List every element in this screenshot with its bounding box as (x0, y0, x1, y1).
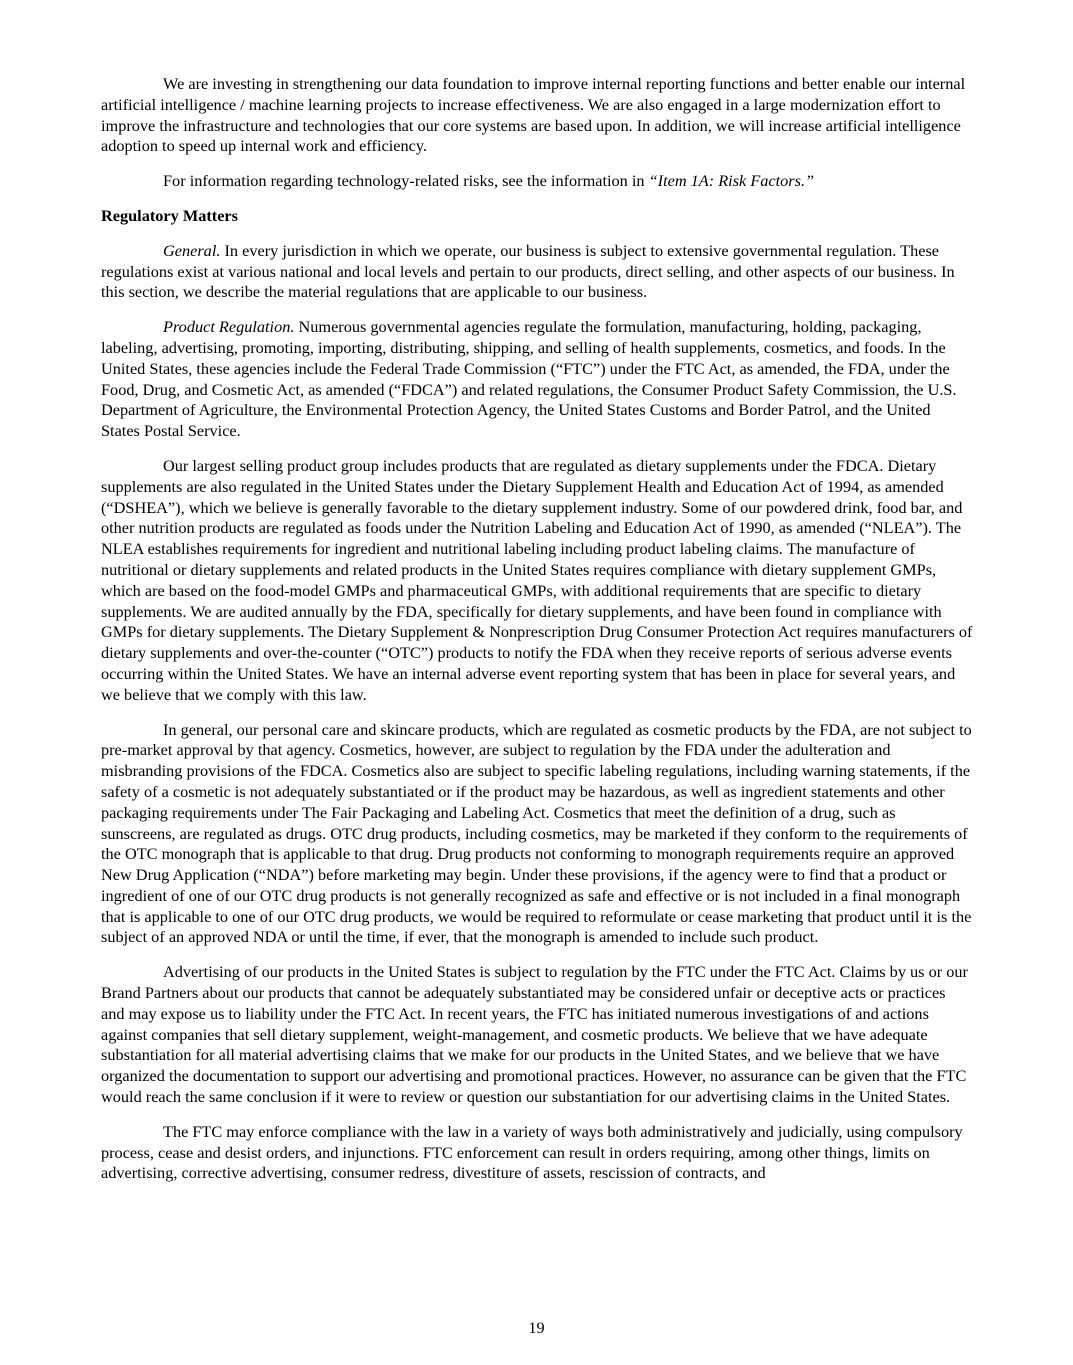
paragraph-lead-in: General. (163, 240, 221, 260)
paragraph-text: Numerous governmental agencies regulate the formulation, manufacturing, holding, packaging, labeling, advertising, promoting, importing, distributing, shipping, and selling of health supplements, cosmetics, and foods. In the United States, these agencies include the Federal Trade Commission (“FTC”) under the FTC Act, as amended, the FDA, under the Food, Drug, and Cosmetic Act, as amended (“FDCA”) and related regulations, the Consumer Product Safety Commission, the U.S. Department of Agriculture, the Environmental Protection Agency, the United States Customs and Border Patrol, and the United States Postal Service. (101, 317, 957, 441)
italic-reference-text: “Item 1A: Risk Factors.” (648, 171, 815, 191)
paragraph-text: Our largest selling product group includes products that are regulated as dietary supplements under the FDCA. Dietary supplements are also regulated in the United States under the Dietary Supplement Health and Education Act of 1994, as amended (“DSHEA”), which we believe is generally favorable to the dietary supplement industry. Some of our powdered drink, food bar, and other nutrition products are regulated as foods under the Nutrition Labeling and Education Act of 1990, as amended (“NLEA”). The NLEA establishes requirements for ingredient and nutritional labeling including product labeling claims. The manufacture of nutritional or dietary supplements and related products in the United States requires compliance with dietary supplement GMPs, which are based on the food-model GMPs and pharmaceutical GMPs, with additional requirements that are specific to dietary supplements. We are audited annually by the FDA, specifically for dietary supplements, and have been found in compliance with GMPs for dietary supplements. The Dietary Supplement & Nonprescription Drug Consumer Protection Act requires manufacturers of dietary supplements and over-the-counter (“OTC”) products to notify the FDA when they receive reports of serious adverse events occurring within the United States. We have an internal adverse event reporting system that has been in place for several years, and we believe that we comply with this law. (101, 455, 973, 704)
paragraph-text: For information regarding technology-related risks, see the information in (163, 171, 649, 191)
paragraph-product-regulation (101, 317, 973, 442)
paragraph-technology-investment (101, 74, 973, 157)
paragraph-text: In every jurisdiction in which we operate, our business is subject to extensive governmental regulation. These regulations exist at various national and local levels and pertain to our products, direct selling, and other aspects of our business. In this section, we describe the material regulations that are applicable to our business. (101, 240, 955, 302)
paragraph-ftc-enforcement (101, 1122, 973, 1184)
paragraph-text: The FTC may enforce compliance with the law in a variety of ways both administratively and judicially, using compulsory process, cease and desist orders, and injunctions. FTC enforcement can result in orders requiring, among other things, limits on advertising, corrective advertising, consumer redress, divestiture of assets, rescission of contracts, and (101, 1121, 963, 1183)
paragraph-advertising-regulation (101, 962, 973, 1108)
paragraph-dietary-supplements (101, 456, 973, 706)
paragraph-text: In general, our personal care and skincare products, which are regulated as cosmetic products by the FDA, are not subject to pre-market approval by that agency. Cosmetics, however, are subject to regulation by the FDA under the adulteration and misbranding provisions of the FDCA. Cosmetics also are subject to specific labeling regulations, including warning statements, if the safety of a cosmetic is not adequately substantiated or if the product may be hazardous, as well as ingredient statements and other packaging requirements under The Fair Packaging and Labeling Act. Cosmetics that meet the definition of a drug, such as sunscreens, are regulated as drugs. OTC drug products, including cosmetics, may be marketed if they conform to the requirements of the OTC monograph that is applicable to that drug. Drug products not conforming to monograph requirements require an approved New Drug Application (“NDA”) before marketing may begin. Under these provisions, if the agency were to find that a product or ingredient of one of our OTC drug products is not generally recognized as safe and effective or is not included in a final monograph that is applicable to one of our OTC drug products, we would be required to reformulate or cease marketing that product until it is the subject of an approved NDA or until the time, if ever, that the monograph is amended to include such product. (101, 719, 972, 947)
paragraph-text: We are investing in strengthening our data foundation to improve internal reporting functions and better enable our internal artificial intelligence / machine learning projects to increase effectiveness. We are also engaged in a large modernization effort to improve the infrastructure and technologies that our core systems are based upon. In addition, we will increase artificial intelligence adoption to speed up internal work and efficiency. (101, 74, 966, 156)
paragraph-text: Advertising of our products in the United States is subject to regulation by the FTC under the FTC Act. Claims by us or our Brand Partners about our products that cannot be adequately substantiated may be considered unfair or deceptive acts or practices and may expose us to liability under the FTC Act. In recent years, the FTC has initiated numerous investigations of and actions against companies that sell dietary supplement, weight-management, and cosmetic products. We believe that we have adequate substantiation for all material advertising claims that we make for our products in the United States, and we believe that we have organized the documentation to support our advertising and promotional practices. However, no assurance can be given that the FTC would reach the same conclusion if it were to review or question our substantiation for our advertising claims in the United States. (101, 962, 968, 1107)
paragraph-technology-risks-reference (101, 171, 973, 192)
section-heading-regulatory-matters: Regulatory Matters (101, 205, 238, 225)
page-number: 19 (528, 1318, 545, 1338)
paragraph-general (101, 241, 973, 303)
paragraph-cosmetics-regulation (101, 720, 973, 949)
paragraph-lead-in: Product Regulation. (163, 317, 295, 337)
